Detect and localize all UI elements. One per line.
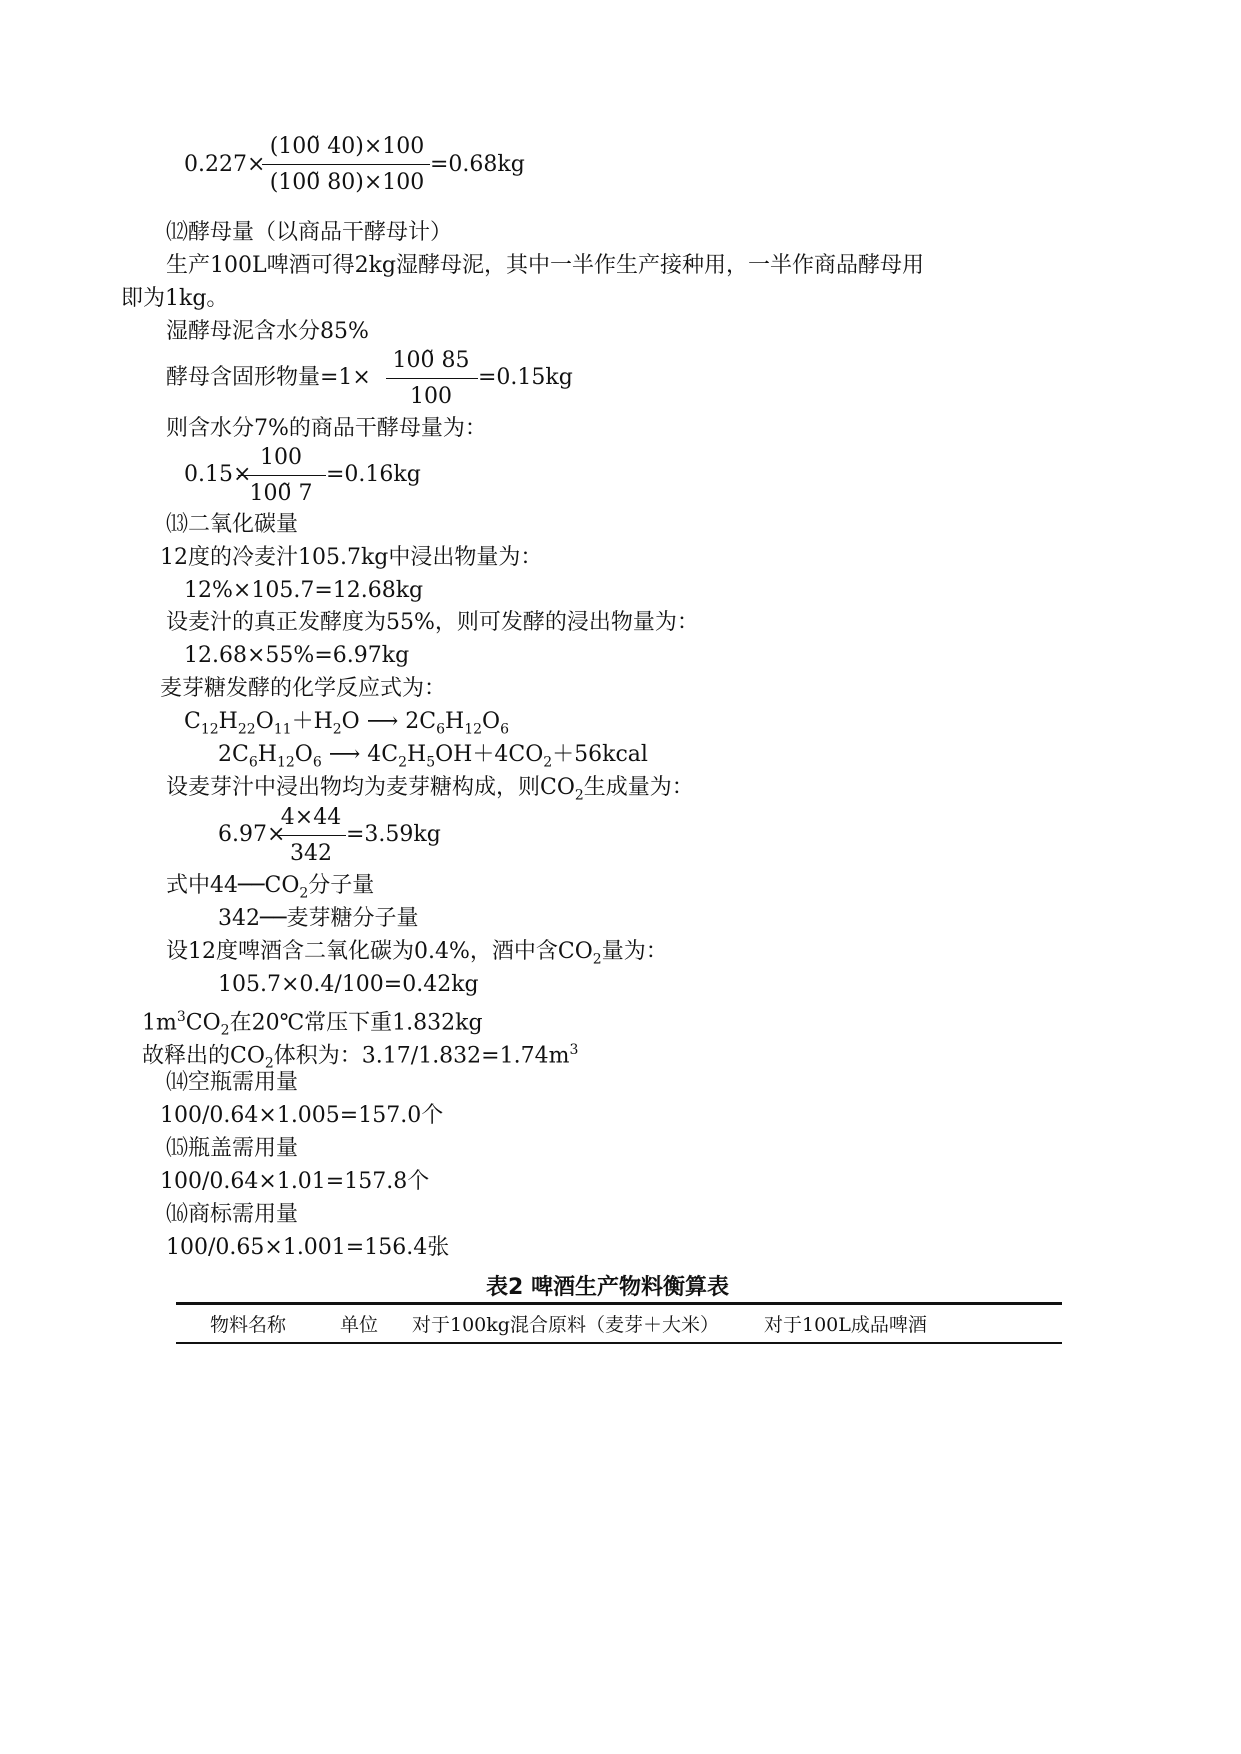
paragraph: 式中$44──CO_2$分子量 [166, 873, 375, 902]
co2-denominator: 342 [290, 841, 332, 866]
dry-result: =0.16kg [326, 462, 421, 487]
fraction-bar [238, 475, 326, 476]
fraction-bar [278, 835, 346, 836]
dry-denominator: 100̃ 7 [249, 481, 313, 506]
reaction-equation-1: $C_{12}H_{22}O_{11}+H_2O$ ⟶ $2C_6H_{12}O_6$ [184, 709, 509, 738]
paragraph: 则含水分7%的商品干酵母量为： [166, 416, 487, 441]
paragraph: 设麦汁的真正发酵度为55%，则可发酵的浸出物量为： [166, 610, 699, 635]
formula-pre: 0.227× [184, 152, 266, 177]
paragraph: 即为1kg。 [121, 286, 229, 311]
dry-numerator: 100 [260, 445, 302, 470]
calc-line: 12.68×55%=6.97kg [184, 643, 410, 668]
calc-line: 105.7×0.4/100=0.42kg [218, 972, 479, 997]
table-header-per-100kg: 对于100kg混合原料（麦芽＋大米） [412, 1314, 719, 1336]
solid-result: =0.15kg [478, 365, 573, 390]
co2-numerator: 4×44 [280, 805, 342, 830]
paragraph: 生产100L啤酒可得2kg湿酵母泥，其中一半作生产接种用，一半作商品酵母用 [166, 253, 925, 278]
section-15-heading: ⒂瓶盖需用量 [166, 1136, 299, 1161]
paragraph: 设麦芽汁中浸出物均为麦芽糖构成，则$CO_2$生成量为： [166, 775, 694, 804]
fraction-bar [262, 164, 430, 165]
paragraph: 故释出的$CO_2$体积为：$3.17/1.832=1.74m^3$ [142, 1042, 579, 1072]
calc-line: 12%×105.7=12.68kg [184, 578, 424, 603]
table-header-name: 物料名称 [210, 1314, 287, 1336]
paragraph: 12度的冷麦汁105.7kg中浸出物量为： [160, 545, 543, 570]
fraction-bar [386, 378, 478, 379]
dry-pre: 0.15× [184, 462, 252, 487]
table-header-unit: 单位 [340, 1314, 379, 1336]
calc-line: 100/0.65×1.001=156.4张 [166, 1235, 450, 1260]
table-caption: 表2 啤酒生产物料衡算表 [486, 1275, 729, 1300]
table-header-rule [176, 1342, 1062, 1344]
section-14-heading: ⒁空瓶需用量 [166, 1070, 299, 1095]
paragraph: $1m^3CO_2$在20℃常压下重1.832kg [142, 1009, 483, 1039]
paragraph: 342──麦芽糖分子量 [218, 906, 419, 931]
section-16-heading: ⒃商标需用量 [166, 1202, 299, 1227]
formula-denominator: (100̃ 80)×100 [269, 170, 425, 195]
paragraph: 湿酵母泥含水分85% [166, 319, 369, 344]
co2-result: =3.59kg [346, 822, 441, 847]
table-top-rule [176, 1302, 1062, 1305]
section-13-heading: ⒀二氧化碳量 [166, 512, 299, 537]
paragraph: 麦芽糖发酵的化学反应式为： [160, 676, 447, 701]
calc-line: 100/0.64×1.01=157.8个 [160, 1169, 430, 1194]
calc-line: 100/0.64×1.005=157.0个 [160, 1103, 444, 1128]
formula-result: =0.68kg [430, 152, 525, 177]
solid-numerator: 100̃ 85 [392, 348, 470, 373]
paragraph: 设12度啤酒含二氧化碳为0.4%，酒中含$CO_2$量为： [166, 939, 668, 968]
table-header-per-100l: 对于100L成品啤酒 [764, 1314, 927, 1336]
solid-denominator: 100 [410, 384, 452, 409]
section-12-heading: ⑿酵母量（以商品干酵母计） [166, 220, 453, 245]
reaction-equation-2: $2C_6H_{12}O_6$ ⟶ $4C_2H_5OH+4CO_2+56kcal$ [218, 742, 648, 771]
solid-pre: 酵母含固形物量=1× [166, 365, 371, 390]
co2-pre: 6.97× [218, 822, 286, 847]
formula-numerator: (100̃ 40)×100 [269, 134, 425, 159]
